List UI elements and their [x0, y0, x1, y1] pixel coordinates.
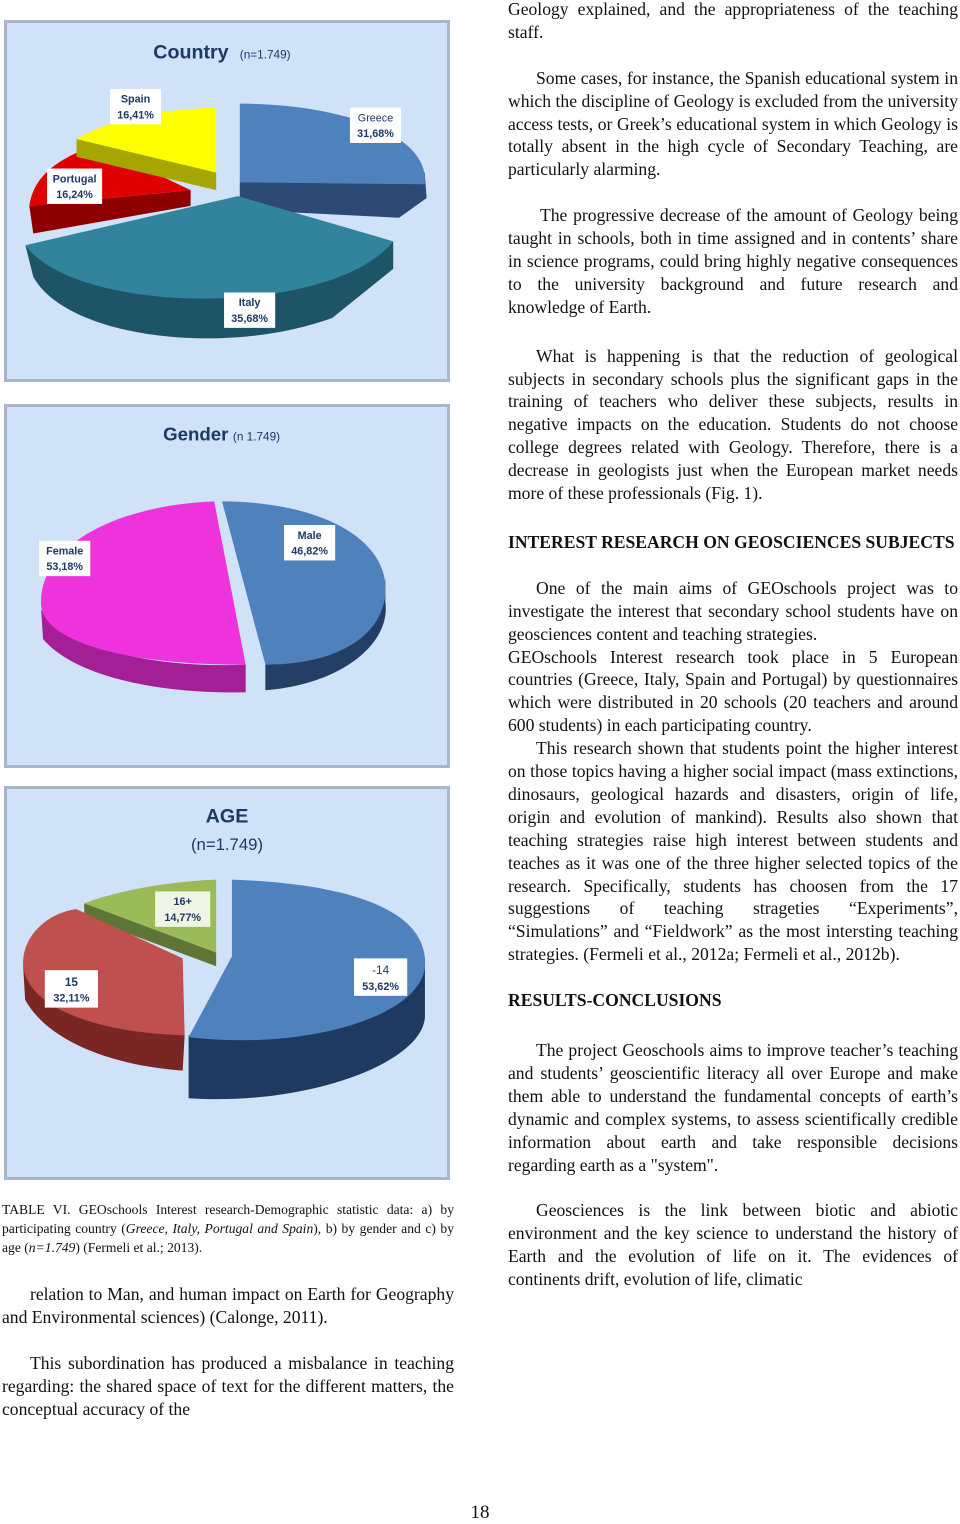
country-label-italy-name: Italy	[238, 297, 261, 310]
gender-label-male-name: Male	[297, 529, 322, 542]
caption-prefix: TABLE VI. GEOschools Interest research-Demographic statistic data: a) by participating country (	[2, 1202, 454, 1236]
right-column	[508, 0, 958, 1291]
table-caption	[2, 1200, 454, 1257]
age-chart-subtitle: (n=1.749)	[190, 835, 264, 855]
gender-label-female	[39, 541, 90, 576]
age-label-16plus-name: 16+	[173, 896, 192, 909]
right-paragraph-6: This research shown that students point the higher interest on those topics having a higher social impact (mass extinctions, dinosaurs, geological hazards and disasters, origin of life, origin and evolution of mankind). Results also shown that teaching strategies raise high interest between students and teaches as it was one of the three higher selected topics of the research. Specifically, students has choosen from the 17 suggestions of teaching strageties “Experiments”, “Simulations” and “Fieldwork” as the most intersting teaching strategies. (Fermeli et al., 2012a; Fermeli et al., 2012b).	[508, 738, 958, 965]
country-label-portugal-name: Portugal	[52, 173, 97, 186]
country-chart	[4, 20, 450, 382]
age-pie-svg	[7, 789, 447, 1177]
caption-mid: ), b) by gender and c) by age (	[2, 1221, 454, 1255]
country-chart-subtitle: (n=1.749)	[239, 47, 291, 62]
country-label-portugal-value: 16,24%	[56, 189, 93, 202]
age-label-15	[45, 970, 98, 1007]
country-label-greece	[350, 108, 401, 143]
caption-countries: Greece, Italy, Portugal and Spain	[125, 1221, 314, 1236]
right-paragraph-4: One of the main aims of GEOschools project was to investigate the interest that secondary school students have on geosciences content and teaching strategies.	[508, 577, 958, 644]
age-label-14	[354, 958, 407, 995]
country-label-portugal	[47, 169, 102, 204]
age-label-14-name: -14	[372, 963, 390, 978]
age-label-16plus	[155, 891, 210, 926]
country-label-spain-value: 16,41%	[117, 109, 154, 122]
gender-label-male	[284, 525, 335, 560]
age-label-16plus-value: 14,77%	[164, 911, 202, 924]
country-label-italy	[224, 292, 275, 327]
section-heading-results: RESULTS-CONCLUSIONS	[508, 990, 722, 1011]
country-pie-svg	[7, 23, 447, 379]
right-paragraph-2: The progressive decrease of the amount of Geology being taught in schools, both in time assigned and in contents’ share in science programs, could bring highly negative consequences to the university background and future research and knowledge of Earth.	[508, 205, 958, 317]
age-label-15-name: 15	[64, 974, 78, 989]
age-label-15-value: 32,11%	[53, 992, 90, 1005]
country-label-spain	[110, 89, 161, 124]
right-paragraph-0: Geology explained, and the appropriateness of the teaching staff.	[508, 0, 958, 42]
section-heading-interest: INTEREST RESEARCH ON GEOSCIENCES SUBJECTS	[508, 532, 955, 552]
country-chart-title: Country	[153, 41, 229, 64]
country-label-spain-name: Spain	[120, 93, 151, 106]
gender-label-female-name: Female	[46, 545, 84, 558]
left-column	[2, 1283, 454, 1420]
age-chart-title: AGE	[205, 805, 249, 828]
gender-pie-svg	[7, 407, 447, 765]
page-number: 18	[470, 1502, 490, 1523]
country-label-greece-value: 31,68%	[357, 128, 394, 141]
right-paragraph-3: What is happening is that the reduction of geological subjects in secondary schools plus the significant gaps in the training of teachers who deliver these subjects, results in negative impacts on the education. Students do not choose college degrees related with Geology. Therefore, there is a decrease in geologists just when the European market needs more of these professionals (Fig. 1).	[508, 345, 958, 504]
gender-chart-subtitle: (n 1.749)	[232, 429, 281, 444]
caption-n: n=1.749	[28, 1240, 76, 1255]
gender-chart	[4, 404, 450, 768]
right-paragraph-1: Some cases, for instance, the Spanish educational system in which the discipline of Geology is excluded from the university access tests, or Greek’s educational system in which Geology is totally absent in the high cycle of Secondary Teaching, are particularly alarming.	[508, 67, 958, 180]
right-paragraph-7: The project Geoschools aims to improve teacher’s teaching and students’ geoscientific literacy all over Europe and make them able to understand the fundamental concepts of earth’s dynamic and complex systems, to assess scientifically credible information about earth and take responsible decisions regarding earth as a "system".	[508, 1040, 958, 1175]
left-paragraph-2: This subordination has produced a misbalance in teaching regarding: the shared space of text for the different matters, the conceptual accuracy of the	[2, 1352, 454, 1419]
country-label-italy-value: 35,68%	[231, 312, 268, 325]
gender-chart-title: Gender	[163, 423, 229, 445]
age-chart	[4, 786, 450, 1180]
right-paragraph-5: GEOschools Interest research took place in 5 European countries (Greece, Italy, Spain and Portugal) by questionnaires which were distributed in 20 schools (20 teachers and around 600 students) in each participating country.	[508, 646, 958, 736]
left-paragraph-1: relation to Man, and human impact on Earth for Geography and Environmental sciences) (Calonge, 2011).	[2, 1284, 454, 1327]
right-paragraph-8: Geosciences is the link between biotic and abiotic environment and the key science to understand the history of Earth and the evolution of life on it. The evidences of continents drift, evolution of life, climatic	[508, 1200, 958, 1290]
country-label-greece-name: Greece	[357, 112, 394, 125]
caption-suffix: ) (Fermeli et al.; 2013).	[75, 1240, 203, 1255]
gender-label-female-value: 53,18%	[46, 561, 84, 574]
age-label-14-value: 53,62%	[362, 980, 399, 993]
gender-label-male-value: 46,82%	[291, 545, 328, 558]
